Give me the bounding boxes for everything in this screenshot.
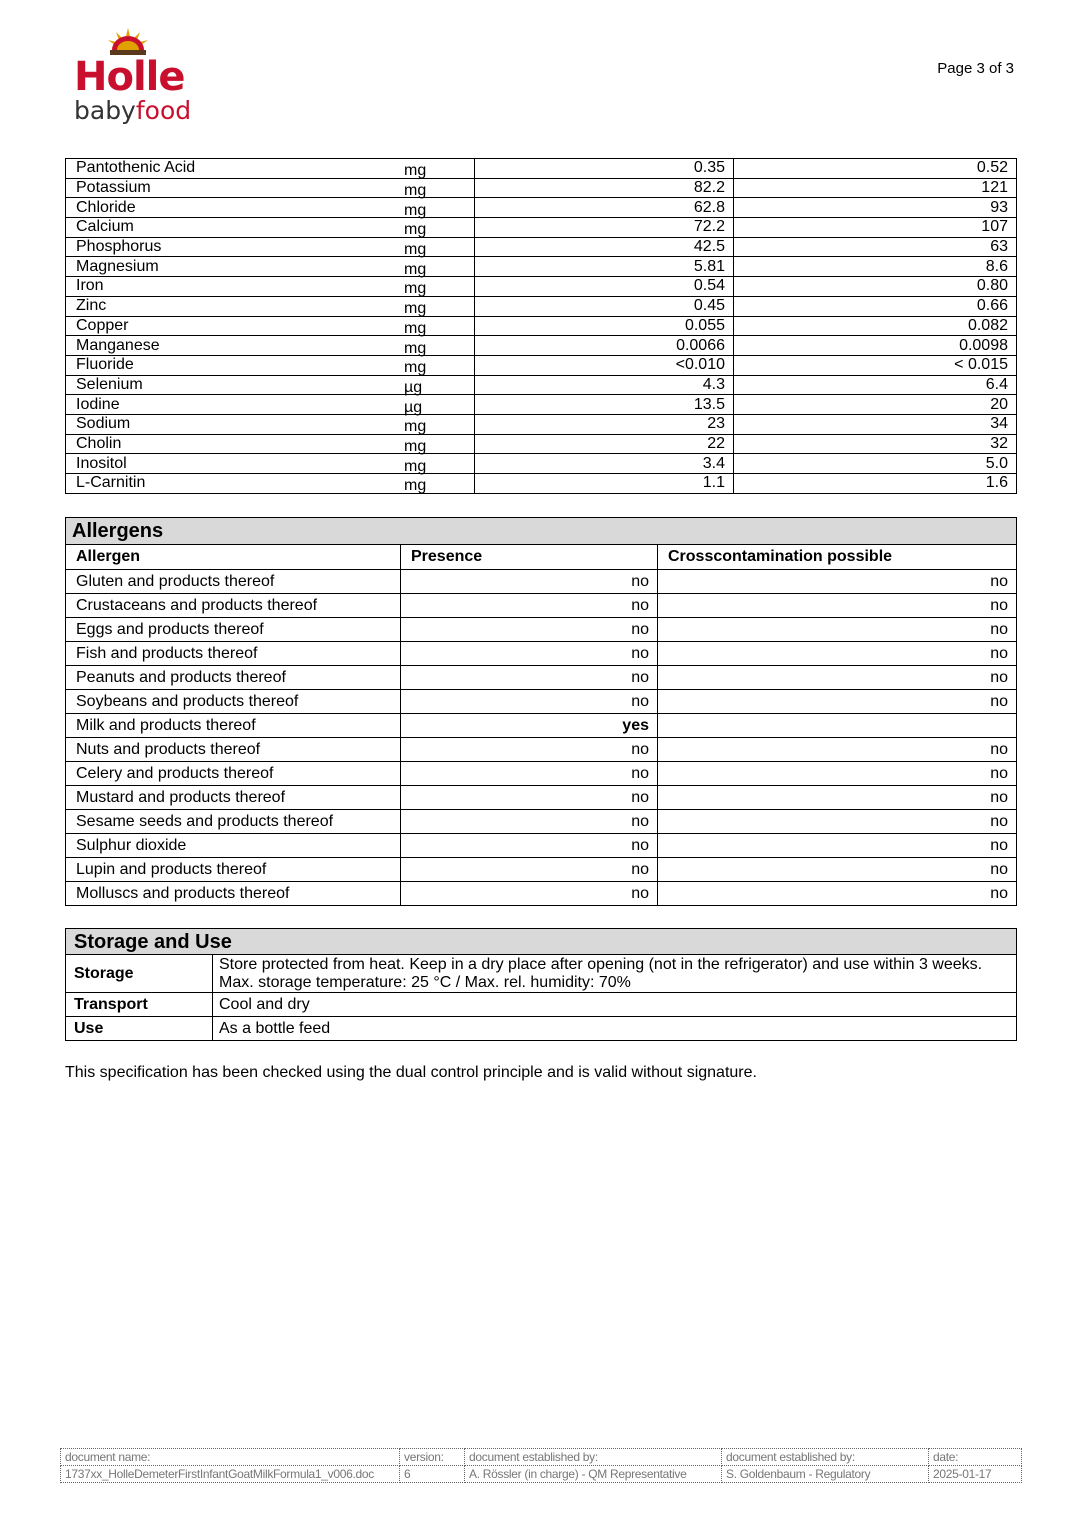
allergen-name: Molluscs and products thereof <box>66 882 401 906</box>
allergen-presence: no <box>401 618 658 642</box>
nutrient-value-2: < 0.015 <box>734 355 1017 375</box>
nutrient-unit: mg <box>404 280 475 300</box>
allergen-crosscontamination: no <box>658 642 1017 666</box>
allergen-crosscontamination: no <box>658 834 1017 858</box>
footer-est1-header: document established by: <box>465 1449 722 1466</box>
allergen-name: Nuts and products thereof <box>66 738 401 762</box>
nutrient-value-2: 107 <box>734 218 1017 238</box>
document-footer <box>60 1448 1022 1483</box>
allergen-row <box>66 690 1017 714</box>
nutrient-unit: mg <box>404 201 475 221</box>
nutrient-name: Cholin <box>66 434 405 454</box>
allergen-row <box>66 666 1017 690</box>
allergen-presence: no <box>401 858 658 882</box>
nutrient-value-1: 72.2 <box>475 218 734 238</box>
nutrient-row <box>66 454 1017 474</box>
nutrient-name: Potassium <box>66 178 405 198</box>
allergen-presence: no <box>401 762 658 786</box>
allergen-row <box>66 858 1017 882</box>
footer-version: 6 <box>400 1466 465 1483</box>
nutrient-unit: mg <box>404 181 475 201</box>
allergen-presence: no <box>401 834 658 858</box>
allergen-crosscontamination: no <box>658 570 1017 594</box>
nutrient-value-1: 42.5 <box>475 237 734 257</box>
holle-logo <box>72 28 192 128</box>
nutrient-value-2: 8.6 <box>734 257 1017 277</box>
nutrient-value-2: 6.4 <box>734 375 1017 395</box>
allergen-name: Celery and products thereof <box>66 762 401 786</box>
nutrient-value-2: 1.6 <box>734 474 1017 494</box>
allergen-crosscontamination: no <box>658 762 1017 786</box>
nutrient-value-2: 34 <box>734 414 1017 434</box>
footer-date-header: date: <box>929 1449 1022 1466</box>
page-number: Page 3 of 3 <box>937 60 1014 77</box>
nutrient-unit: mg <box>404 437 475 457</box>
allergen-row <box>66 594 1017 618</box>
brand-subtitle: babyfood <box>74 96 192 125</box>
nutrient-value-1: 0.54 <box>475 277 734 297</box>
nutrient-row <box>66 434 1017 454</box>
transport-label: Transport <box>66 993 213 1017</box>
allergen-presence: no <box>401 810 658 834</box>
allergen-name: Eggs and products thereof <box>66 618 401 642</box>
nutrient-unit: µg <box>404 378 475 398</box>
nutrient-value-1: 5.81 <box>475 257 734 277</box>
nutrient-name: Inositol <box>66 454 405 474</box>
storage-title: Storage and Use <box>66 929 1017 955</box>
allergen-presence: no <box>401 882 658 906</box>
allergen-name: Lupin and products thereof <box>66 858 401 882</box>
nutrient-name: Sodium <box>66 414 405 434</box>
nutrient-row <box>66 474 1017 494</box>
allergen-crosscontamination: no <box>658 882 1017 906</box>
nutrient-value-2: 20 <box>734 395 1017 415</box>
nutrient-value-2: 32 <box>734 434 1017 454</box>
nutrient-name: L-Carnitin <box>66 474 405 494</box>
nutrient-table <box>65 158 1017 494</box>
nutrient-name: Selenium <box>66 375 405 395</box>
nutrient-name: Pantothenic Acid <box>66 159 405 179</box>
nutrient-value-1: 0.35 <box>475 159 734 179</box>
col-crosscontamination: Crosscontamination possible <box>658 545 1017 570</box>
nutrient-name: Magnesium <box>66 257 405 277</box>
allergen-crosscontamination: no <box>658 594 1017 618</box>
nutrient-value-1: <0.010 <box>475 355 734 375</box>
nutrient-value-2: 121 <box>734 178 1017 198</box>
nutrient-value-1: 23 <box>475 414 734 434</box>
allergen-row <box>66 714 1017 738</box>
allergen-crosscontamination: no <box>658 810 1017 834</box>
allergen-presence: yes <box>401 714 658 738</box>
nutrient-value-2: 0.0098 <box>734 336 1017 356</box>
footer-est1: A. Rössler (in charge) - QM Representative <box>465 1466 722 1483</box>
allergen-presence: no <box>401 642 658 666</box>
allergen-row <box>66 834 1017 858</box>
transport-value: Cool and dry <box>213 993 1017 1017</box>
nutrient-row <box>66 218 1017 238</box>
footer-version-header: version: <box>400 1449 465 1466</box>
footer-name-header: document name: <box>61 1449 400 1466</box>
nutrient-value-2: 63 <box>734 237 1017 257</box>
nutrient-name: Copper <box>66 316 405 336</box>
allergen-crosscontamination: no <box>658 786 1017 810</box>
nutrient-unit: mg <box>404 299 475 319</box>
nutrient-unit: mg <box>404 240 475 260</box>
storage-label: Storage <box>66 955 213 993</box>
nutrient-name: Manganese <box>66 336 405 356</box>
allergen-crosscontamination: no <box>658 690 1017 714</box>
nutrient-value-2: 0.80 <box>734 277 1017 297</box>
allergen-name: Sulphur dioxide <box>66 834 401 858</box>
footer-date: 2025-01-17 <box>929 1466 1022 1483</box>
allergen-crosscontamination: no <box>658 618 1017 642</box>
nutrient-value-2: 0.082 <box>734 316 1017 336</box>
nutrient-row <box>66 336 1017 356</box>
use-value: As a bottle feed <box>213 1017 1017 1041</box>
allergen-crosscontamination <box>658 714 1017 738</box>
allergens-table <box>65 517 1017 906</box>
nutrient-value-1: 3.4 <box>475 454 734 474</box>
nutrient-row <box>66 198 1017 218</box>
nutrient-value-1: 4.3 <box>475 375 734 395</box>
allergen-row <box>66 570 1017 594</box>
nutrient-row <box>66 355 1017 375</box>
nutrient-value-1: 0.0066 <box>475 336 734 356</box>
nutrient-unit: mg <box>404 319 475 339</box>
allergen-row <box>66 810 1017 834</box>
use-label: Use <box>66 1017 213 1041</box>
nutrient-row <box>66 375 1017 395</box>
nutrient-unit: mg <box>404 339 475 359</box>
nutrient-unit: mg <box>404 221 475 241</box>
allergen-presence: no <box>401 594 658 618</box>
allergens-title: Allergens <box>66 518 1017 545</box>
validity-note: This specification has been checked using the dual control principle and is valid without signature. <box>65 1064 757 1081</box>
nutrient-value-2: 5.0 <box>734 454 1017 474</box>
storage-table <box>65 928 1017 1041</box>
allergen-name: Soybeans and products thereof <box>66 690 401 714</box>
nutrient-value-2: 93 <box>734 198 1017 218</box>
nutrient-unit: mg <box>404 417 475 437</box>
allergen-name: Gluten and products thereof <box>66 570 401 594</box>
nutrient-row <box>66 296 1017 316</box>
nutrient-row <box>66 257 1017 277</box>
col-allergen: Allergen <box>66 545 401 570</box>
allergen-row <box>66 618 1017 642</box>
allergen-crosscontamination: no <box>658 738 1017 762</box>
footer-est2: S. Goldenbaum - Regulatory <box>722 1466 929 1483</box>
nutrient-name: Chloride <box>66 198 405 218</box>
nutrient-row <box>66 237 1017 257</box>
nutrient-row <box>66 414 1017 434</box>
allergen-presence: no <box>401 786 658 810</box>
nutrient-unit: mg <box>404 162 475 182</box>
nutrient-value-1: 22 <box>475 434 734 454</box>
footer-est2-header: document established by: <box>722 1449 929 1466</box>
nutrient-value-1: 62.8 <box>475 198 734 218</box>
nutrient-value-1: 82.2 <box>475 178 734 198</box>
allergen-row <box>66 786 1017 810</box>
nutrient-name: Iodine <box>66 395 405 415</box>
nutrient-value-2: 0.52 <box>734 159 1017 179</box>
nutrient-row <box>66 178 1017 198</box>
nutrient-name: Iron <box>66 277 405 297</box>
allergen-name: Crustaceans and products thereof <box>66 594 401 618</box>
nutrient-value-1: 1.1 <box>475 474 734 494</box>
nutrient-name: Zinc <box>66 296 405 316</box>
allergen-presence: no <box>401 738 658 762</box>
nutrient-value-1: 13.5 <box>475 395 734 415</box>
nutrient-unit: mg <box>404 477 475 497</box>
allergen-crosscontamination: no <box>658 858 1017 882</box>
nutrient-name: Phosphorus <box>66 237 405 257</box>
nutrient-unit: mg <box>404 457 475 477</box>
nutrient-value-1: 0.055 <box>475 316 734 336</box>
allergen-row <box>66 882 1017 906</box>
allergen-name: Peanuts and products thereof <box>66 666 401 690</box>
allergen-name: Mustard and products thereof <box>66 786 401 810</box>
storage-value: Store protected from heat. Keep in a dry place after opening (not in the refrigerator) and use within 3 weeks. Max. storage temperature: 25 °C / Max. rel. humidity: 70% <box>213 955 1017 993</box>
allergen-row <box>66 762 1017 786</box>
nutrient-unit: µg <box>404 398 475 418</box>
nutrient-row <box>66 159 1017 179</box>
allergen-row <box>66 642 1017 666</box>
nutrient-row <box>66 316 1017 336</box>
nutrient-row <box>66 395 1017 415</box>
allergen-presence: no <box>401 690 658 714</box>
nutrient-value-1: 0.45 <box>475 296 734 316</box>
allergen-name: Milk and products thereof <box>66 714 401 738</box>
nutrient-value-2: 0.66 <box>734 296 1017 316</box>
col-presence: Presence <box>401 545 658 570</box>
allergen-presence: no <box>401 570 658 594</box>
brand-name: Holle <box>74 54 185 100</box>
nutrient-unit: mg <box>404 260 475 280</box>
nutrient-name: Fluoride <box>66 355 405 375</box>
nutrient-row <box>66 277 1017 297</box>
allergen-name: Fish and products thereof <box>66 642 401 666</box>
footer-name: 1737xx_HolleDemeterFirstInfantGoatMilkFormula1_v006.doc <box>61 1466 400 1483</box>
allergen-crosscontamination: no <box>658 666 1017 690</box>
allergen-name: Sesame seeds and products thereof <box>66 810 401 834</box>
allergen-row <box>66 738 1017 762</box>
nutrient-unit: mg <box>404 358 475 378</box>
nutrient-name: Calcium <box>66 218 405 238</box>
allergen-presence: no <box>401 666 658 690</box>
